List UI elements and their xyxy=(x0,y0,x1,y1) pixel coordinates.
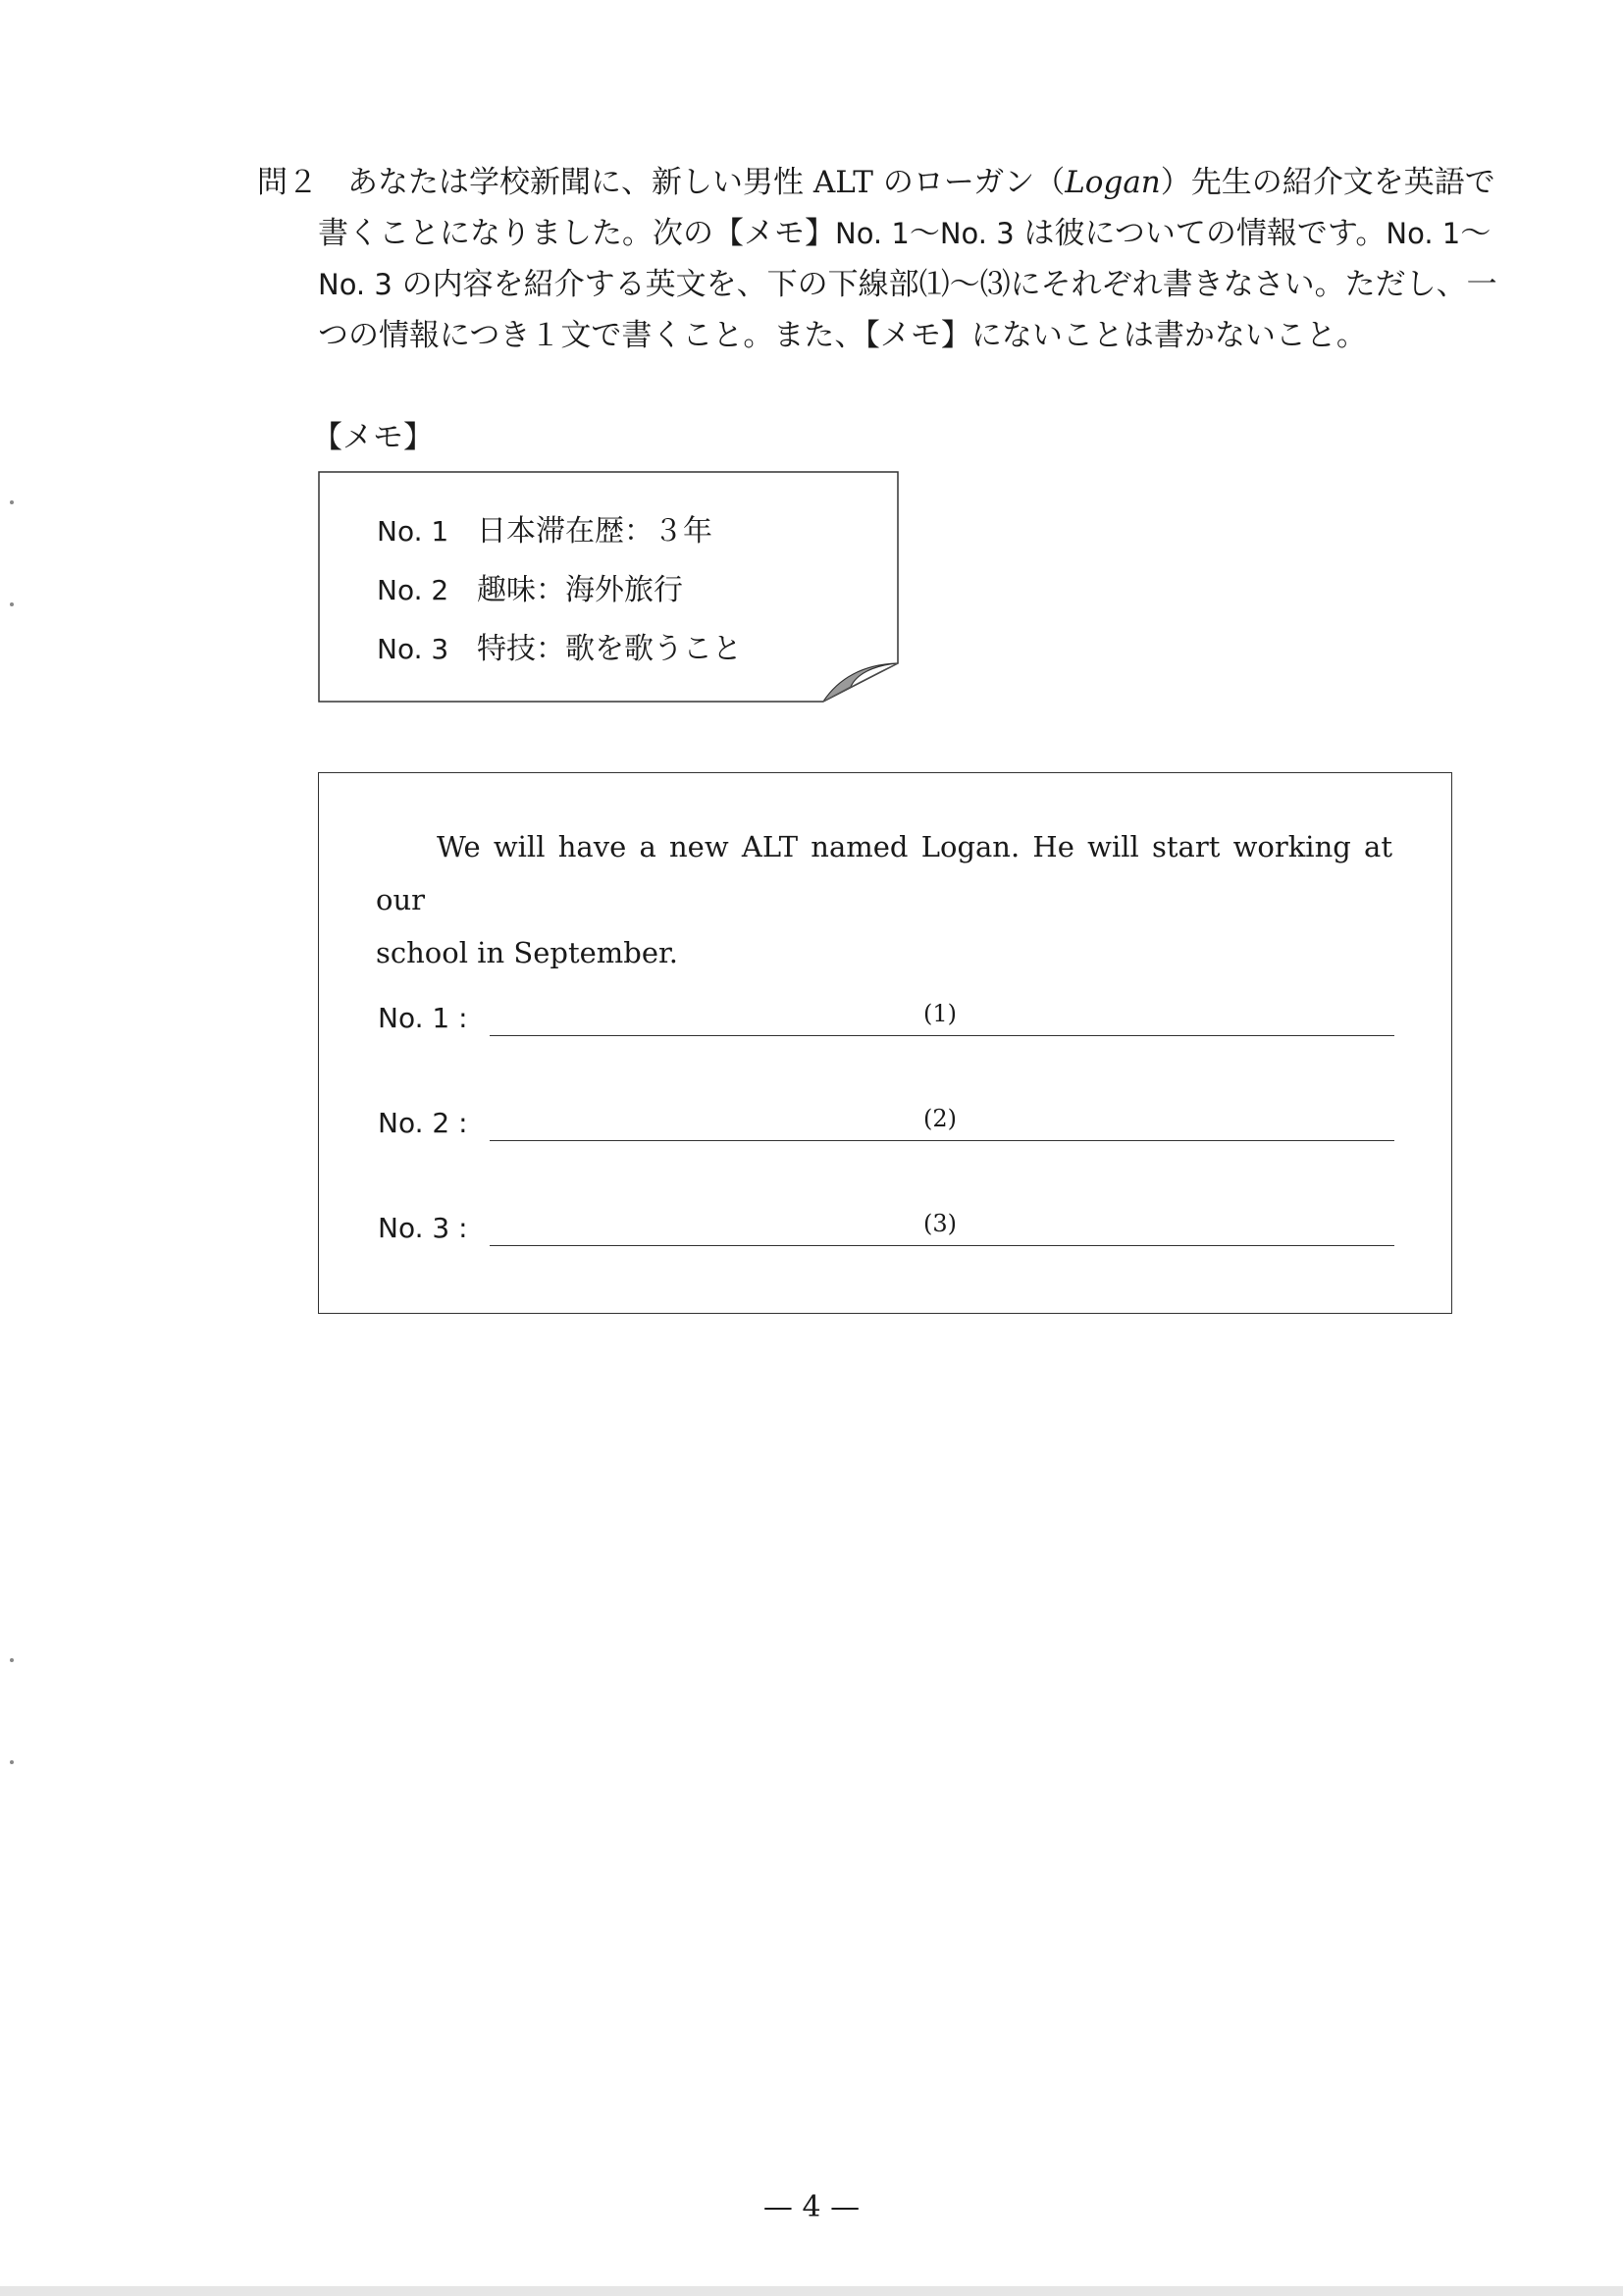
question-block xyxy=(257,157,1497,361)
answer-mark-2: (2) xyxy=(923,1105,957,1132)
scan-dot xyxy=(10,1658,14,1662)
answer-row-1[interactable] xyxy=(378,998,1394,1037)
intro-paragraph xyxy=(376,820,1392,979)
answer-row-3[interactable] xyxy=(378,1208,1394,1247)
memo-item-2: No. 2 趣味：海外旅行 xyxy=(377,573,683,607)
answer-line-3[interactable] xyxy=(490,1245,1394,1246)
scan-dot xyxy=(10,1760,14,1764)
scan-dot xyxy=(10,500,14,504)
answer-line-2[interactable] xyxy=(490,1140,1394,1141)
memo-item-3: No. 3 特技：歌を歌うこと xyxy=(377,632,742,666)
page-number: — 4 — xyxy=(762,2190,861,2224)
question-number: 問２ xyxy=(257,165,318,200)
memo-title: 【メモ】 xyxy=(312,420,434,455)
answer-line-1[interactable] xyxy=(490,1035,1394,1036)
intro-line-2: school in September. xyxy=(376,936,678,969)
answer-mark-3: (3) xyxy=(923,1210,957,1237)
answer-box xyxy=(318,772,1452,1314)
answer-label-3: No. 3 : xyxy=(378,1212,468,1244)
question-line-4: つの情報につき１文で書くこと。また、【メモ】にないことは書かないこと。 xyxy=(318,318,1367,353)
question-line-2: 書くことになりました。次の【メモ】No. 1～No. 3 は彼についての情報です。No. 1～ xyxy=(318,216,1492,251)
answer-row-2[interactable] xyxy=(378,1103,1394,1142)
question-line-3: No. 3 の内容を紹介する英文を、下の下線部⑴～⑶にそれぞれ書きなさい。ただし、一 xyxy=(318,267,1497,302)
answer-mark-1: (1) xyxy=(923,1000,957,1027)
answer-label-1: No. 1 : xyxy=(378,1002,468,1034)
scan-dot xyxy=(10,602,14,606)
memo-items xyxy=(377,502,742,679)
memo-item-1: No. 1 日本滞在歴：３年 xyxy=(377,514,712,548)
question-line-1: 問２ あなたは学校新聞に、新しい男性 ALT のローガン（Logan）先生の紹介文を英語で xyxy=(257,157,1464,208)
name-logan: Logan xyxy=(1065,165,1161,200)
answer-label-2: No. 2 : xyxy=(378,1107,468,1139)
intro-line-1: We will have a new ALT named Logan. He will start working at our xyxy=(376,830,1392,916)
scan-edge xyxy=(0,2286,1623,2296)
memo-box xyxy=(318,471,899,703)
